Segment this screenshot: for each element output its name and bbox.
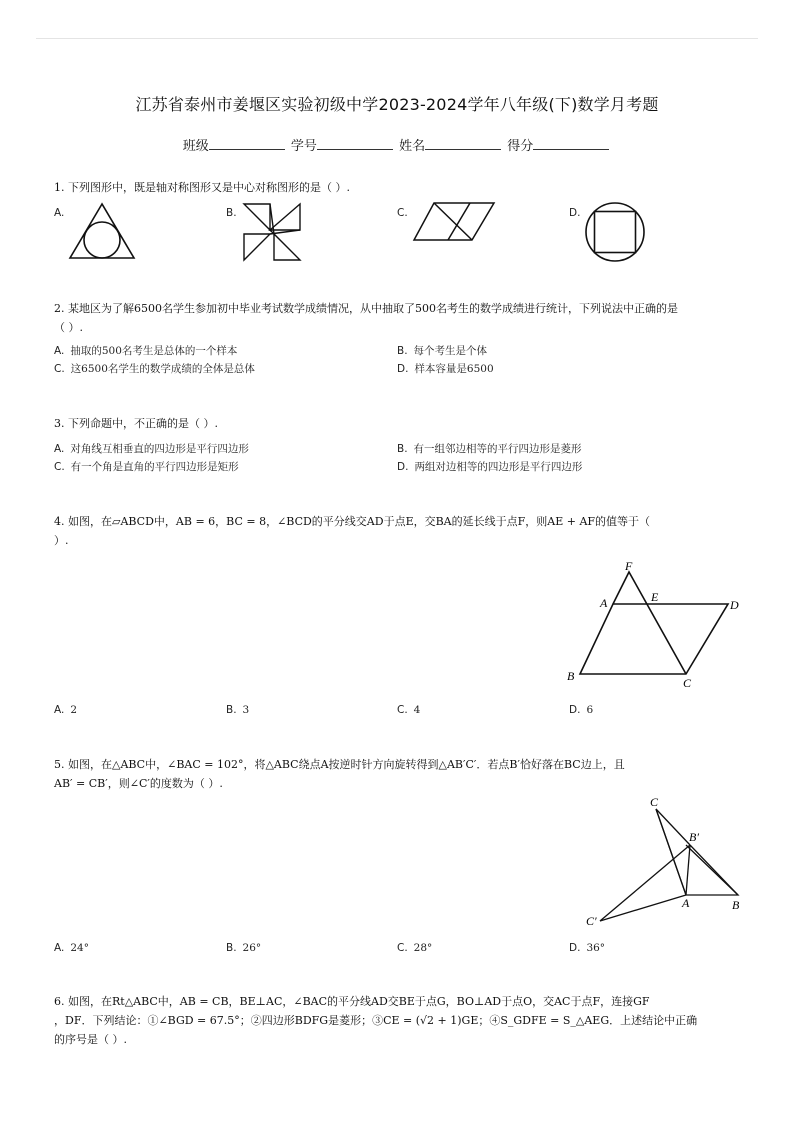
question-6-stem [54, 992, 744, 1049]
q4-label-A: A [600, 596, 608, 610]
q3-option-b[interactable]: B. 有一组邻边相等的平行四边形是菱形 [397, 443, 582, 455]
q4-label-D: D [730, 598, 739, 612]
q2-option-b[interactable]: B. 每个考生是个体 [397, 345, 488, 357]
q1-option-b-label[interactable]: B. [226, 207, 237, 219]
q4-option-c[interactable]: C. 4 [397, 704, 421, 716]
q4-label-F: F [625, 559, 633, 573]
q1-option-a-label[interactable]: A. [54, 207, 65, 219]
question-1-stem: 1. 下列图形中，既是轴对称图形又是中心对称图形的是（ ）. [54, 181, 350, 194]
q4-option-d[interactable]: D. 6 [569, 704, 594, 716]
q5-label-C-prime: C′ [586, 914, 597, 928]
q1-figure-b-pinwheel [240, 200, 304, 264]
q1-figure-d-circle-square [583, 200, 647, 264]
question-4-stem [54, 512, 744, 550]
student-info-line [0, 135, 794, 154]
q4-label-B: B [567, 669, 575, 683]
page-title: 江苏省泰州市姜堰区实验初级中学2023-2024学年八年级(下)数学月考题 [135, 95, 659, 114]
score-blank[interactable] [533, 136, 609, 150]
name-blank[interactable] [425, 136, 501, 150]
score-label: 得分 [507, 139, 534, 154]
q4-label-E: E [651, 590, 659, 604]
q3-option-a[interactable]: A. 对角线互相垂直的四边形是平行四边形 [54, 443, 249, 455]
q5-label-A: A [682, 896, 690, 910]
q1-figure-c-parallelogram [412, 200, 496, 244]
question-5-stem-line-2: AB′ = CB′，则∠C′的度数为（ ）. [54, 777, 223, 790]
question-2-stem-line-1: 2. 某地区为了解6500名学生参加初中毕业考试数学成绩情况，从中抽取了500名考生的数学成绩进行统计，下列说法中正确的是 [54, 302, 678, 315]
q5-label-C: C [650, 795, 659, 809]
class-label: 班级 [182, 139, 209, 154]
q1-option-c-label[interactable]: C. [397, 207, 408, 219]
q4-label-C: C [683, 676, 692, 690]
question-2-stem-line-2: （ ）. [54, 321, 83, 334]
question-6-stem-line-3: 的序号是（ ）. [54, 1033, 127, 1046]
question-5-stem [54, 755, 744, 793]
q5-option-c[interactable]: C. 28° [397, 942, 433, 954]
question-6-stem-line-1: 6. 如图，在Rt△ABC中，AB = CB，BE⊥AC，∠BAC的平分线AD交BE于点G，BO⊥AD于点O，交AC于点F，连接GF [54, 995, 650, 1008]
question-4-stem-line-1: 4. 如图，在▱ABCD中，AB = 6，BC = 8，∠BCD的平分线交AD于点E，交BA的延长线于点F，则AE + AF的值等于（ [54, 515, 651, 528]
q2-option-c[interactable]: C. 这6500名学生的数学成绩的全体是总体 [54, 363, 255, 375]
number-label: 学号 [290, 139, 317, 154]
header-rule [36, 38, 758, 39]
q5-label-B: B [732, 898, 740, 912]
question-2-stem [54, 299, 744, 337]
q5-label-B-prime: B′ [689, 830, 699, 844]
q5-option-a[interactable]: A. 24° [54, 942, 89, 954]
question-5-stem-line-1: 5. 如图，在△ABC中，∠BAC = 102°，将△ABC绕点A按逆时针方向旋转得到△AB′C′．若点B′恰好落在BC边上，且 [54, 758, 625, 771]
q1-figure-a-triangle-circle [66, 200, 138, 262]
q5-option-b[interactable]: B. 26° [226, 942, 262, 954]
question-4-stem-line-2: ）. [54, 534, 69, 547]
class-blank[interactable] [209, 136, 285, 150]
number-blank[interactable] [317, 136, 393, 150]
name-label: 姓名 [399, 139, 426, 154]
q4-option-b[interactable]: B. 3 [226, 704, 250, 716]
q5-figure-rotated-triangles [582, 795, 744, 931]
question-3-stem: 3. 下列命题中，不正确的是（ ）. [54, 417, 218, 430]
q2-option-a[interactable]: A. 抽取的500名考生是总体的一个样本 [54, 345, 238, 357]
q2-option-d[interactable]: D. 样本容量是6500 [397, 363, 494, 375]
q3-option-d[interactable]: D. 两组对边相等的四边形是平行四边形 [397, 461, 583, 473]
q4-figure-parallelogram [562, 556, 748, 692]
q5-option-d[interactable]: D. 36° [569, 942, 606, 954]
q4-option-a[interactable]: A. 2 [54, 704, 78, 716]
question-6-stem-line-2: ，DF．下列结论：①∠BGD = 67.5°；②四边形BDFG是菱形；③CE = (√2 + 1)GE；④S_GDFE = S_△AEG．上述结论中正确 [54, 1014, 698, 1027]
q1-option-d-label[interactable]: D. [569, 207, 581, 219]
q3-option-c[interactable]: C. 有一个角是直角的平行四边形是矩形 [54, 461, 239, 473]
